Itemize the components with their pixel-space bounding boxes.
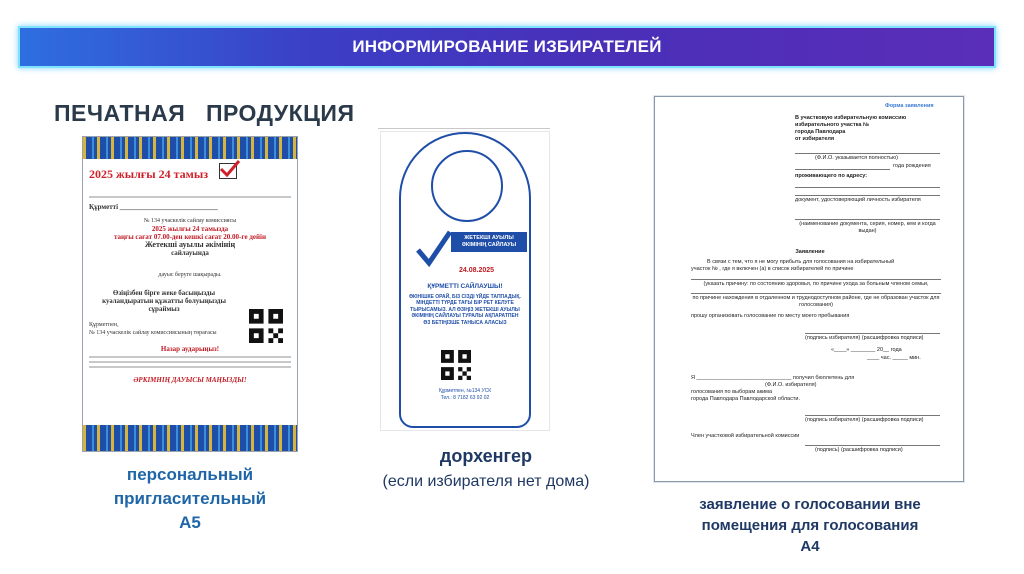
form-header: Форма заявления <box>885 103 934 109</box>
form-line: ____ час. _____ мин. <box>867 355 921 361</box>
leaflet-line: № 134 учаскелік сайлау комиссиясы <box>143 218 237 224</box>
title-divider <box>378 128 550 129</box>
form-line: «____» ________ 20__ года <box>831 347 902 353</box>
form-line: Член участковой избирательной комиссии <box>691 433 800 439</box>
checkbox-icon <box>219 163 237 179</box>
form-line: документ, удостоверяющий личность избирателя <box>795 197 921 203</box>
form-line: (подпись) (расшифровка подписи) <box>815 447 903 453</box>
form-line: В участковую избирательную комиссию <box>795 115 907 121</box>
hanger-badge: ЖЕТЕКШІ АУЫЛЫ ӘКІМІНІҢ САЙЛАУЫ <box>451 232 527 252</box>
checkmark-icon <box>415 228 453 273</box>
form-line: В связи с тем, что я не могу прибыть для голосования на избирательный <box>707 259 895 265</box>
qr-code-icon <box>441 350 471 380</box>
hanger-body-text: ӨКІНІШКЕ ОРАЙ, БІЗ СІЗДІ ҮЙДЕ ТАППАДЫҚ. МІНДЕТТІ ТҮРДЕ ТАҒЫ БІР РЕТ КЕЛУГЕ ТЫРЫСАМЫЗ. АЛ ӨЗІҢІЗ ЖЕТЕКШІ АУЫЛЫ ӘКІМІНІҢ САЙЛАУЫ ТУРАЛЫ АҚПАРАТПЕН ӨЗ БЕТІҢІЗШЕ ТАНЫСА АЛАСЫЗ <box>409 293 521 326</box>
form-line: избирательного участка № <box>795 122 870 128</box>
hanger-footer <box>409 388 521 401</box>
header-title: ИНФОРМИРОВАНИЕ ИЗБИРАТЕЛЕЙ <box>352 37 662 56</box>
invitation-leaflet <box>82 136 298 452</box>
form-line: (указать причину: по состоянию здоровья, по причине ухода за больным членом семьи, <box>703 281 929 287</box>
form-line: (Ф.И.О. указывается полностью) <box>815 155 898 161</box>
hanger-greeting: ҚҰРМЕТТІ САЙЛАУШЫ! <box>427 283 503 290</box>
form-line: от избирателя <box>795 136 835 142</box>
caption-invitation <box>92 463 288 535</box>
qr-code-icon <box>249 309 283 343</box>
leaflet-line: Құрметпен, <box>89 322 119 328</box>
leaflet-line: Өзіңізбен бірге жеке басыңызды куәландыратын құжатты болуыңызды сұраймыз <box>102 289 226 313</box>
leaflet-line: 2025 жылғы 24 тамызда <box>151 225 229 233</box>
caption-line: пригласительный <box>113 489 267 508</box>
hanger-footer-line: Құрметпен, №134 УСК <box>438 388 492 394</box>
header-banner <box>18 26 996 68</box>
application-form <box>654 96 964 482</box>
caption-application <box>660 494 960 557</box>
form-line: голосования по выборам акима <box>691 389 773 395</box>
leaflet-line: сайлауында <box>171 249 209 257</box>
hanger-footer-line: Тел.: 8 7182 63 92 02 <box>440 394 490 401</box>
hanger-text <box>409 284 521 326</box>
form-line: участок № , где я включен (а) в список избирателей по причине <box>691 266 854 272</box>
leaflet-line: Жетекші ауылы әкімінің <box>144 240 236 249</box>
leaflet-line: № 134 учаскелік сайлау комиссиясының төрағасы <box>89 330 217 336</box>
form-line: по причине нахождения в отдаленном и труднодоступном районе, где не образован участок для голосования) <box>692 295 940 308</box>
caption-line: заявление о голосовании вне <box>699 496 921 513</box>
leaflet-line: Құрметті ____________________________ <box>89 203 218 211</box>
ornament-bottom <box>83 425 297 451</box>
leaflet-line: ӘРКІМНІҢ ДАУЫСЫ МАҢЫЗДЫ! <box>133 376 247 384</box>
form-line: (наименование документа, серия, номер, кем и когда выдан) <box>799 221 936 234</box>
leaflet-line: Назар аударыңыз! <box>160 345 220 353</box>
leaflet-body <box>89 203 291 384</box>
ornament-top <box>83 137 297 159</box>
hanger-hole <box>431 150 503 222</box>
leaflet-date: 2025 жылғы 24 тамыз <box>89 167 209 181</box>
caption-line: А5 <box>179 513 201 532</box>
door-hanger <box>399 132 531 428</box>
form-line: города Павлодара Павлодарской области. <box>691 396 800 402</box>
leaflet-line: дауыс беруге шақырады. <box>158 272 222 278</box>
caption-line: А4 <box>800 538 820 555</box>
form-line: проживающего по адресу: <box>795 173 868 179</box>
form-line: (Ф.И.О. избирателя) <box>765 382 817 388</box>
form-line: прошу организовать голосование по месту моего пребывания <box>691 313 850 319</box>
form-title: Заявление <box>795 249 825 255</box>
leaflet-address-lines <box>89 191 291 203</box>
section-title: ПЕЧАТНАЯ ПРОДУКЦИЯ <box>54 100 355 126</box>
caption-doorhanger-note: (если избирателя нет дома) <box>382 473 590 490</box>
leaflet-line: таңғы сағат 07.00-ден кешкі сағат 20.00-ге дейін <box>113 233 266 241</box>
caption-line: помещения для голосования <box>701 517 919 534</box>
form-line: города Павлодара <box>795 129 846 135</box>
caption-line: персональный <box>126 465 254 484</box>
form-line: года рождения <box>893 163 931 169</box>
form-line: (подпись избирателя) (расшифровка подписи) <box>805 335 924 341</box>
hanger-date: 24.08.2025 <box>459 267 495 274</box>
form-line: Я _______________________________ получил бюллетень для <box>691 375 855 381</box>
form-line: (подпись избирателя) (расшифровка подписи) <box>805 417 924 423</box>
caption-doorhanger: дорхенгер <box>439 446 533 466</box>
